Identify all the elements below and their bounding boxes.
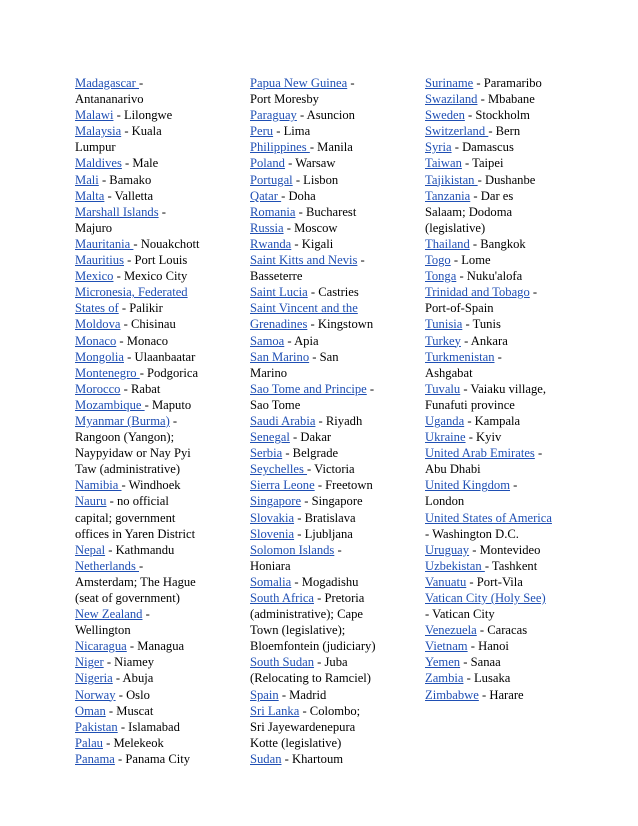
- capital-text: - Panama City: [114, 751, 191, 766]
- country-link[interactable]: Slovenia: [250, 526, 295, 541]
- capital-text: - Hanoi: [467, 639, 509, 654]
- country-link[interactable]: Moldova: [75, 317, 121, 332]
- country-entry: [425, 381, 575, 413]
- country-link[interactable]: Mauritania: [75, 236, 134, 251]
- capital-text: - Stockholm: [464, 108, 530, 123]
- capital-text: - Mogadishu: [291, 574, 359, 589]
- capital-text: - Ashgabat: [425, 349, 502, 380]
- capital-text: - Asuncion: [296, 108, 355, 123]
- country-entry: [250, 75, 400, 107]
- country-link[interactable]: Malaysia: [75, 124, 122, 139]
- country-link[interactable]: Tanzania: [425, 188, 471, 203]
- country-link[interactable]: Suriname: [425, 76, 474, 90]
- country-entry: [250, 349, 400, 381]
- capital-text: - Damascus: [451, 140, 514, 155]
- country-link[interactable]: Nauru: [75, 494, 107, 509]
- country-entry: [75, 413, 225, 477]
- country-entry: [250, 107, 400, 123]
- country-link[interactable]: Panama: [75, 751, 115, 766]
- capital-text: - Lilongwe: [113, 108, 173, 123]
- country-entry: [75, 542, 225, 558]
- country-entry: [250, 493, 400, 509]
- country-entry: [75, 687, 225, 703]
- capital-text: - Manila: [309, 140, 353, 155]
- capital-text: - Kathmandu: [105, 542, 175, 557]
- country-entry: [425, 413, 575, 429]
- country-entry: [425, 75, 575, 91]
- capital-text: - Vaiaku village, Funafuti province: [425, 381, 547, 412]
- country-entry: [75, 638, 225, 654]
- capital-text: - Bern: [488, 124, 521, 139]
- country-link[interactable]: Morocco: [75, 381, 121, 396]
- country-link[interactable]: Nicaragua: [75, 639, 127, 654]
- country-link[interactable]: Senegal: [250, 430, 290, 445]
- country-link[interactable]: Swaziland: [425, 92, 478, 107]
- country-link[interactable]: Peru: [250, 124, 274, 139]
- country-link[interactable]: Syria: [425, 140, 452, 155]
- country-link[interactable]: South Sudan: [250, 655, 315, 670]
- capital-text: - Kampala: [464, 413, 521, 428]
- country-link[interactable]: Romania: [250, 204, 296, 219]
- country-link[interactable]: Saint Lucia: [250, 285, 308, 300]
- country-entry: [425, 236, 575, 252]
- country-link[interactable]: Yemen: [425, 655, 461, 670]
- country-entry: [425, 429, 575, 445]
- capital-text: - Amsterdam; The Hague (seat of government): [75, 558, 196, 605]
- country-entry: [75, 477, 225, 493]
- country-entry: [425, 542, 575, 558]
- country-link[interactable]: Sudan: [250, 751, 282, 766]
- country-entry: [425, 284, 575, 316]
- country-entry: [75, 751, 225, 767]
- capital-text: - Juba (Relocating to Ramciel): [250, 655, 371, 686]
- capital-text: - Wellington: [75, 607, 150, 638]
- capital-text: - Ulaanbaatar: [123, 349, 196, 364]
- capital-text: - Muscat: [105, 703, 154, 718]
- country-entry: [250, 220, 400, 236]
- country-entry: [250, 590, 400, 654]
- country-link[interactable]: Uruguay: [425, 542, 470, 557]
- country-link[interactable]: Uzbekistan: [425, 558, 485, 573]
- country-link[interactable]: Niger: [75, 655, 104, 670]
- country-entry: [75, 236, 225, 252]
- country-entry: [425, 638, 575, 654]
- country-link[interactable]: Ukraine: [425, 430, 466, 445]
- capital-text: - Abuja: [112, 671, 154, 686]
- country-entry: [425, 622, 575, 638]
- country-entry: [75, 654, 225, 670]
- country-link[interactable]: Serbia: [250, 446, 283, 461]
- capital-text: - Bangkok: [469, 236, 526, 251]
- country-link[interactable]: Qatar: [250, 188, 282, 203]
- country-link[interactable]: Namibia: [75, 478, 122, 493]
- country-entry: [75, 316, 225, 332]
- country-link[interactable]: Rwanda: [250, 236, 292, 251]
- country-link[interactable]: Tonga: [425, 269, 457, 284]
- country-entry: [75, 204, 225, 236]
- country-entry: [250, 574, 400, 590]
- capital-text: - Rangoon (Yangon); Naypyidaw or Nay Pyi Taw (administrative): [75, 413, 191, 477]
- country-entry: [75, 670, 225, 686]
- country-entry: [250, 204, 400, 220]
- country-link[interactable]: Uganda: [425, 413, 465, 428]
- capital-text: - Niamey: [103, 655, 155, 670]
- capital-text: - Kuala Lumpur: [75, 124, 162, 155]
- country-entry: [75, 172, 225, 188]
- capital-text: - Antananarivo: [75, 76, 144, 107]
- capital-text: - Majuro: [75, 204, 166, 235]
- country-entry: [75, 252, 225, 268]
- country-entry: [425, 333, 575, 349]
- capital-text: - Doha: [281, 188, 316, 203]
- country-entry: [75, 703, 225, 719]
- country-entry: [250, 300, 400, 332]
- country-link[interactable]: Venezuela: [425, 623, 477, 638]
- country-entry: [425, 107, 575, 123]
- country-link[interactable]: Singapore: [250, 494, 302, 509]
- country-link[interactable]: Vanuatu: [425, 574, 467, 589]
- country-link[interactable]: Thailand: [425, 236, 470, 251]
- capital-text: - Colombo; Sri Jayewardenepura Kotte (legislative): [250, 703, 361, 750]
- country-link[interactable]: Saudi Arabia: [250, 413, 316, 428]
- country-link[interactable]: Tunisia: [425, 317, 463, 332]
- country-entry: [250, 429, 400, 445]
- country-link[interactable]: Micronesia, Federated States of: [75, 285, 188, 316]
- country-link[interactable]: Malta: [75, 188, 105, 203]
- country-link[interactable]: Maldives: [75, 156, 122, 171]
- capital-text: - Pretoria (administrative); Cape Town (legislative); Bloemfontein (judiciary): [250, 591, 376, 654]
- capital-text: - no official capital; government offices in Yaren District: [75, 494, 196, 541]
- country-entry: [425, 172, 575, 188]
- capital-text: - Port Louis: [123, 253, 188, 268]
- capital-text: - Tashkent: [484, 558, 538, 573]
- capital-text: - Honiara: [250, 542, 342, 573]
- capital-text: - Mbabane: [477, 92, 535, 107]
- country-link[interactable]: Nepal: [75, 542, 106, 557]
- country-entry: [425, 316, 575, 332]
- country-entry: [250, 172, 400, 188]
- country-entry: [250, 139, 400, 155]
- country-link[interactable]: Mozambique: [75, 397, 145, 412]
- capital-text: - Kingstown: [307, 317, 374, 332]
- country-entry: [425, 139, 575, 155]
- country-link[interactable]: Portugal: [250, 172, 293, 187]
- country-link[interactable]: Zimbabwe: [425, 687, 479, 702]
- capital-text: - Male: [121, 156, 159, 171]
- capital-text: - Mexico City: [113, 269, 188, 284]
- capital-text: - Belgrade: [282, 446, 339, 461]
- country-entry: [250, 123, 400, 139]
- country-link[interactable]: Monaco: [75, 333, 117, 348]
- country-link[interactable]: Palau: [75, 735, 103, 750]
- capital-text: - Montevideo: [469, 542, 541, 557]
- country-link[interactable]: San Marino: [250, 349, 310, 364]
- capital-text: - Lisbon: [292, 172, 339, 187]
- capital-text: - Port-of-Spain: [425, 285, 538, 316]
- capital-text: - Caracas: [476, 623, 528, 638]
- capital-text: - Lome: [450, 253, 491, 268]
- country-link[interactable]: Philippines: [250, 140, 310, 155]
- country-link[interactable]: Myanmar (Burma): [75, 413, 170, 428]
- country-link[interactable]: Turkmenistan: [425, 349, 495, 364]
- country-link[interactable]: Malawi: [75, 108, 114, 123]
- country-link[interactable]: Mali: [75, 172, 99, 187]
- capital-text: - Port-Vila: [466, 574, 523, 589]
- capital-text: - Bratislava: [294, 510, 356, 525]
- capital-text: - Abu Dhabi: [425, 446, 543, 477]
- country-link[interactable]: Sierra Leone: [250, 478, 315, 493]
- country-entry: [250, 703, 400, 751]
- country-link[interactable]: Turkey: [425, 333, 461, 348]
- country-link[interactable]: Madagascar: [75, 76, 139, 90]
- capital-text: - Basseterre: [250, 253, 365, 284]
- country-entry: [75, 123, 225, 155]
- country-entry: [250, 526, 400, 542]
- country-link[interactable]: Saint Vincent and the Grenadines: [250, 301, 358, 332]
- country-entry: [75, 188, 225, 204]
- capital-text: - Madrid: [278, 687, 327, 702]
- country-link[interactable]: United States of America: [425, 510, 552, 525]
- capital-text: - Dushanbe: [477, 172, 536, 187]
- country-entry: [425, 574, 575, 590]
- country-link[interactable]: Tajikistan: [425, 172, 478, 187]
- capital-text: - Washington D.C.: [425, 526, 519, 541]
- country-link[interactable]: Sao Tome and Principe: [250, 381, 367, 396]
- capital-text: - Lusaka: [463, 671, 511, 686]
- country-entry: [425, 188, 575, 236]
- country-entry: [75, 381, 225, 397]
- capital-text: - Bucharest: [295, 204, 357, 219]
- country-link[interactable]: Saint Kitts and Nevis: [250, 253, 358, 268]
- country-link[interactable]: Togo: [425, 253, 451, 268]
- country-entry: [250, 542, 400, 574]
- capital-text: - Kigali: [291, 236, 334, 251]
- country-entry: [250, 461, 400, 477]
- country-link[interactable]: Samoa: [250, 333, 285, 348]
- country-link[interactable]: Switzerland: [425, 124, 489, 139]
- capital-text: - Vatican City: [425, 607, 495, 622]
- country-link[interactable]: New Zealand: [75, 607, 143, 622]
- capital-text: - Bamako: [98, 172, 152, 187]
- capital-text: - Ljubljana: [294, 526, 353, 541]
- capital-text: - Port Moresby: [250, 76, 355, 107]
- country-entry: [75, 558, 225, 606]
- country-entry: [425, 670, 575, 686]
- country-link[interactable]: Sweden: [425, 108, 465, 123]
- country-link[interactable]: Mauritius: [75, 253, 124, 268]
- capital-text: - Monaco: [116, 333, 169, 348]
- capital-text: - Lima: [273, 124, 311, 139]
- country-link[interactable]: United Arab Emirates: [425, 446, 535, 461]
- country-entry: [425, 155, 575, 171]
- country-link[interactable]: Oman: [75, 703, 106, 718]
- capital-text: - London: [425, 478, 518, 509]
- capital-text: - Chisinau: [120, 317, 176, 332]
- country-link[interactable]: Marshall Islands: [75, 204, 159, 219]
- country-entry: [75, 397, 225, 413]
- country-entry: [75, 268, 225, 284]
- country-link[interactable]: Spain: [250, 687, 279, 702]
- capital-text: - Maputo: [144, 397, 192, 412]
- capital-text: - Kyiv: [465, 430, 502, 445]
- country-entry: [75, 493, 225, 541]
- country-entry: [250, 510, 400, 526]
- capital-text: - Harare: [478, 687, 524, 702]
- country-entry: [250, 654, 400, 686]
- country-entry: [425, 510, 575, 542]
- country-entry: [425, 349, 575, 381]
- country-link[interactable]: Norway: [75, 687, 116, 702]
- country-link[interactable]: Tuvalu: [425, 381, 461, 396]
- capital-text: - San Marino: [250, 349, 339, 380]
- country-link[interactable]: South Africa: [250, 591, 315, 605]
- capital-text: - Palikir: [118, 301, 163, 316]
- country-entry: [425, 477, 575, 509]
- country-link[interactable]: United Kingdom: [425, 478, 511, 493]
- country-entry: [250, 333, 400, 349]
- country-entry: [250, 477, 400, 493]
- capital-text: - Nuku'alofa: [456, 269, 523, 284]
- capital-text: - Valletta: [104, 188, 154, 203]
- country-entry: [250, 413, 400, 429]
- country-entry: [250, 252, 400, 284]
- capital-text: - Paramaribo: [473, 76, 542, 90]
- country-link[interactable]: Trinidad and Tobago: [425, 285, 530, 300]
- country-entry: [250, 155, 400, 171]
- country-entry: [75, 719, 225, 735]
- country-link[interactable]: Seychelles: [250, 462, 308, 477]
- capital-text: - Dar es Salaam; Dodoma (legislative): [425, 188, 514, 235]
- country-link[interactable]: Vatican City (Holy See): [425, 591, 546, 605]
- country-entry: [250, 381, 400, 413]
- capital-text: - Managua: [126, 639, 185, 654]
- country-entry: [75, 75, 225, 107]
- country-link[interactable]: Sri Lanka: [250, 703, 300, 718]
- country-entry: [75, 606, 225, 638]
- country-entry: [75, 333, 225, 349]
- country-link[interactable]: Taiwan: [425, 156, 462, 171]
- country-entry: [75, 349, 225, 365]
- capital-text: - Windhoek: [121, 478, 181, 493]
- country-link[interactable]: Pakistan: [75, 719, 118, 734]
- country-entry: [250, 236, 400, 252]
- capital-text: - Victoria: [307, 462, 355, 477]
- country-link[interactable]: Russia: [250, 220, 284, 235]
- country-link[interactable]: Paraguay: [250, 108, 297, 123]
- country-link[interactable]: Vietnam: [425, 639, 468, 654]
- capital-text: - Singapore: [301, 494, 363, 509]
- country-link[interactable]: Mongolia: [75, 349, 124, 364]
- capital-text: - Dakar: [289, 430, 332, 445]
- capital-text: - Castries: [307, 285, 359, 300]
- country-entry: [425, 558, 575, 574]
- capital-text: - Rabat: [120, 381, 161, 396]
- country-entry: [425, 268, 575, 284]
- country-link[interactable]: Zambia: [425, 671, 464, 686]
- country-column-3: [425, 75, 575, 703]
- capital-text: - Melekeok: [102, 735, 164, 750]
- country-link[interactable]: Montenegro: [75, 365, 140, 380]
- capital-text: - Warsaw: [284, 156, 336, 171]
- capital-text: - Nouakchott: [133, 236, 200, 251]
- capital-text: - Tunis: [462, 317, 501, 332]
- country-entry: [250, 284, 400, 300]
- country-link[interactable]: Solomon Islands: [250, 542, 335, 557]
- capital-text: - Riyadh: [315, 413, 363, 428]
- capital-text: - Oslo: [115, 687, 150, 702]
- country-link[interactable]: Somalia: [250, 574, 292, 589]
- country-entry: [250, 751, 400, 767]
- country-entry: [250, 188, 400, 204]
- country-entry: [425, 123, 575, 139]
- capital-text: - Podgorica: [139, 365, 199, 380]
- country-entry: [75, 107, 225, 123]
- capital-text: - Khartoum: [281, 751, 344, 766]
- capital-text: - Sanaa: [460, 655, 501, 670]
- country-column-1: [75, 75, 225, 767]
- capital-text: - Moscow: [283, 220, 338, 235]
- country-entry: [425, 91, 575, 107]
- capital-text: - Freetown: [314, 478, 373, 493]
- country-entry: [250, 687, 400, 703]
- country-entry: [75, 735, 225, 751]
- country-entry: [425, 687, 575, 703]
- country-link[interactable]: Mexico: [75, 269, 114, 284]
- country-link[interactable]: Papua New Guinea: [250, 76, 348, 90]
- country-entry: [425, 445, 575, 477]
- country-entry: [250, 445, 400, 461]
- country-column-2: [250, 75, 400, 767]
- country-entry: [425, 590, 575, 622]
- capital-text: - Apia: [284, 333, 319, 348]
- capital-text: - Taipei: [461, 156, 504, 171]
- capital-text: - Ankara: [460, 333, 508, 348]
- country-entry: [75, 155, 225, 171]
- country-link[interactable]: Slovakia: [250, 510, 295, 525]
- country-link[interactable]: Nigeria: [75, 671, 113, 686]
- country-entry: [425, 252, 575, 268]
- country-entry: [425, 654, 575, 670]
- country-link[interactable]: Netherlands: [75, 558, 139, 573]
- country-entry: [75, 365, 225, 381]
- capital-text: - Islamabad: [117, 719, 180, 734]
- country-entry: [75, 284, 225, 316]
- capital-text: - Sao Tome: [250, 381, 375, 412]
- country-link[interactable]: Poland: [250, 156, 285, 171]
